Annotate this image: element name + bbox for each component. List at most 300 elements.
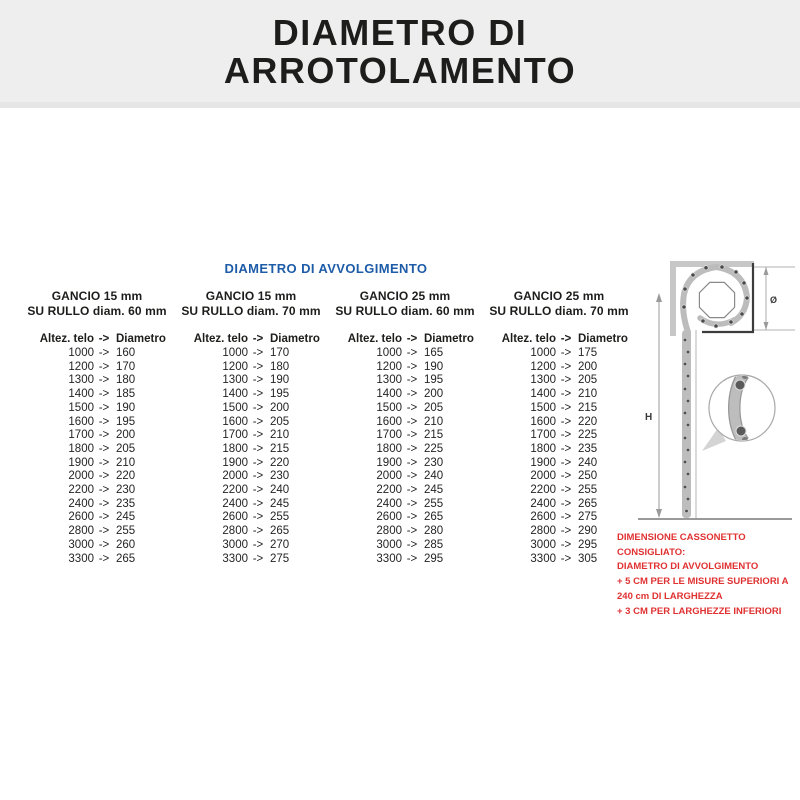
cell-arrow: ->: [560, 525, 572, 538]
height-dimension: [645, 293, 662, 518]
cell-altezza: 1400: [68, 388, 94, 401]
cell-altezza: 2800: [530, 525, 556, 538]
cell-altezza: 1900: [222, 456, 248, 469]
col-header-arrow: ->: [252, 333, 264, 345]
table-row: [330, 402, 480, 416]
table-row: [484, 443, 634, 457]
cell-arrow: ->: [406, 525, 418, 538]
cell-diametro: 210: [116, 456, 136, 469]
cell-arrow: ->: [406, 456, 418, 469]
cell-altezza: 2400: [530, 497, 556, 510]
cell-altezza: 1300: [68, 374, 94, 387]
table-subtitle: SU RULLO diam. 60 mm: [335, 304, 475, 318]
cell-altezza: 3000: [376, 538, 402, 551]
cell-altezza: 2600: [376, 511, 402, 524]
cell-altezza: 1400: [222, 388, 248, 401]
cell-diametro: 235: [116, 497, 136, 510]
shutter-diagram: [632, 252, 800, 530]
cell-altezza: 1700: [376, 429, 402, 442]
cell-diametro: 210: [578, 388, 598, 401]
col-header-diametro: Diametro: [578, 333, 628, 345]
table-title: GANCIO 15 mm: [205, 289, 297, 303]
cell-arrow: ->: [98, 347, 110, 359]
table-row: [22, 511, 172, 525]
cell-altezza: 2600: [68, 511, 94, 524]
cell-altezza: 2600: [530, 511, 556, 524]
cell-arrow: ->: [560, 497, 572, 510]
cell-arrow: ->: [98, 497, 110, 510]
cell-arrow: ->: [98, 442, 110, 455]
cell-arrow: ->: [406, 360, 418, 373]
cassonetto-note: [617, 531, 800, 619]
cell-arrow: ->: [560, 442, 572, 455]
cell-arrow: ->: [406, 497, 418, 510]
table-row: [484, 498, 634, 512]
cell-diametro: 255: [424, 497, 444, 510]
cell-altezza: 3300: [222, 552, 248, 565]
cell-diametro: 260: [116, 538, 136, 551]
table-row: [176, 498, 326, 512]
cell-arrow: ->: [98, 456, 110, 469]
table-body: [330, 347, 480, 566]
table-row: [484, 416, 634, 430]
page-title: [0, 0, 800, 90]
cell-diametro: 275: [578, 511, 598, 524]
cell-arrow: ->: [560, 484, 572, 497]
cell-altezza: 1500: [222, 401, 248, 414]
table-row: [176, 388, 326, 402]
note-line: DIMENSIONE CASSONETTO: [617, 532, 746, 543]
cell-altezza: 2200: [376, 484, 402, 497]
cell-altezza: 2200: [68, 484, 94, 497]
cell-diametro: 245: [270, 497, 290, 510]
cell-arrow: ->: [560, 429, 572, 442]
table-subtitle: SU RULLO diam. 60 mm: [27, 304, 167, 318]
cell-diametro: 195: [270, 388, 290, 401]
table-row: [330, 470, 480, 484]
table-row: [330, 429, 480, 443]
cell-diametro: 270: [270, 538, 290, 551]
table-column-headers: [22, 332, 172, 346]
cell-arrow: ->: [98, 374, 110, 387]
table-row: [330, 374, 480, 388]
cell-diametro: 250: [578, 470, 598, 483]
cell-diametro: 295: [424, 552, 444, 565]
page-header-band: [0, 0, 800, 108]
cell-arrow: ->: [252, 360, 264, 373]
table-row: [484, 457, 634, 471]
cell-arrow: ->: [252, 347, 264, 359]
cell-arrow: ->: [98, 552, 110, 565]
cell-diametro: 255: [270, 511, 290, 524]
table-row: [484, 429, 634, 443]
cell-diametro: 245: [424, 484, 444, 497]
cell-diametro: 220: [578, 415, 598, 428]
cell-arrow: ->: [560, 388, 572, 401]
cell-diametro: 280: [424, 525, 444, 538]
cell-arrow: ->: [252, 456, 264, 469]
cell-diametro: 240: [424, 470, 444, 483]
cell-arrow: ->: [560, 456, 572, 469]
cell-altezza: 2800: [68, 525, 94, 538]
cell-diametro: 305: [578, 552, 598, 565]
height-dimension-label: H: [645, 412, 653, 423]
cell-diametro: 210: [270, 429, 290, 442]
cell-altezza: 1200: [376, 360, 402, 373]
cell-diametro: 230: [424, 456, 444, 469]
octagonal-roller: [699, 282, 734, 317]
cell-arrow: ->: [252, 497, 264, 510]
col-header-diametro: Diametro: [424, 333, 474, 345]
cell-diametro: 265: [270, 525, 290, 538]
cell-diametro: 240: [270, 484, 290, 497]
cell-altezza: 1600: [222, 415, 248, 428]
cell-arrow: ->: [406, 415, 418, 428]
col-header-altezza: Altez. telo: [39, 333, 94, 345]
cell-arrow: ->: [406, 401, 418, 414]
cell-arrow: ->: [98, 360, 110, 373]
cell-arrow: ->: [560, 552, 572, 565]
table-row: [330, 443, 480, 457]
table-row: [176, 553, 326, 567]
cell-diametro: 190: [424, 360, 444, 373]
cell-diametro: 165: [424, 347, 444, 359]
cell-diametro: 170: [270, 347, 290, 359]
table-gancio15-rullo60: [22, 289, 172, 566]
table-row: [330, 511, 480, 525]
cell-altezza: 1700: [68, 429, 94, 442]
cell-arrow: ->: [252, 388, 264, 401]
cell-diametro: 215: [270, 442, 290, 455]
table-row: [176, 429, 326, 443]
slat-detail-magnifier: [702, 373, 775, 451]
col-header-altezza: Altez. telo: [193, 333, 248, 345]
cell-arrow: ->: [98, 484, 110, 497]
shutter-roll-drawing: [632, 252, 800, 530]
cell-altezza: 1000: [376, 347, 402, 359]
cell-diametro: 195: [424, 374, 444, 387]
cell-altezza: 2400: [68, 497, 94, 510]
table-row: [176, 347, 326, 361]
table-row: [484, 553, 634, 567]
cell-altezza: 2400: [222, 497, 248, 510]
cell-diametro: 205: [424, 401, 444, 414]
table-row: [484, 361, 634, 375]
cell-arrow: ->: [252, 415, 264, 428]
cell-arrow: ->: [560, 511, 572, 524]
cell-diametro: 265: [116, 552, 136, 565]
cell-arrow: ->: [252, 470, 264, 483]
table-row: [330, 416, 480, 430]
cell-diametro: 235: [578, 442, 598, 455]
table-body: [176, 347, 326, 566]
cell-altezza: 1800: [68, 442, 94, 455]
cell-altezza: 1000: [68, 347, 94, 359]
col-header-diametro: Diametro: [116, 333, 166, 345]
cell-diametro: 220: [116, 470, 136, 483]
cell-altezza: 1900: [68, 456, 94, 469]
cell-altezza: 2200: [222, 484, 248, 497]
cell-arrow: ->: [406, 374, 418, 387]
cell-diametro: 295: [578, 538, 598, 551]
cell-arrow: ->: [406, 538, 418, 551]
col-header-diametro: Diametro: [270, 333, 320, 345]
diameter-dimension-label: Ø: [770, 295, 778, 305]
table-row: [176, 525, 326, 539]
note-line: CONSIGLIATO:: [617, 546, 686, 558]
cell-altezza: 1600: [68, 415, 94, 428]
table-row: [22, 402, 172, 416]
table-row: [330, 498, 480, 512]
cell-arrow: ->: [252, 442, 264, 455]
cell-altezza: 1700: [530, 429, 556, 442]
cell-diametro: 180: [270, 360, 290, 373]
cell-diametro: 195: [116, 415, 136, 428]
cell-arrow: ->: [406, 429, 418, 442]
cell-diametro: 215: [424, 429, 444, 442]
cell-altezza: 3000: [222, 538, 248, 551]
cell-arrow: ->: [98, 401, 110, 414]
cell-arrow: ->: [560, 415, 572, 428]
cell-altezza: 2000: [376, 470, 402, 483]
table-row: [330, 457, 480, 471]
cell-altezza: 1300: [530, 374, 556, 387]
cell-altezza: 1300: [222, 374, 248, 387]
cell-arrow: ->: [98, 388, 110, 401]
cell-arrow: ->: [406, 388, 418, 401]
table-row: [22, 361, 172, 375]
cell-altezza: 2400: [376, 497, 402, 510]
cell-diametro: 190: [270, 374, 290, 387]
table-row: [176, 539, 326, 553]
cell-arrow: ->: [252, 484, 264, 497]
col-header-arrow: ->: [560, 333, 572, 345]
cell-arrow: ->: [406, 511, 418, 524]
table-row: [484, 539, 634, 553]
cell-altezza: 1900: [530, 456, 556, 469]
table-row: [176, 511, 326, 525]
cell-altezza: 1300: [376, 374, 402, 387]
cell-diametro: 230: [116, 484, 136, 497]
table-gancio25-rullo60: [330, 289, 480, 566]
cell-diametro: 290: [578, 525, 598, 538]
cell-altezza: 2000: [530, 470, 556, 483]
section-subtitle: DIAMETRO DI AVVOLGIMENTO: [224, 261, 428, 276]
table-row: [330, 361, 480, 375]
table-row: [22, 416, 172, 430]
note-line: + 3 CM PER LARGHEZZE INFERIORI: [617, 605, 782, 617]
cell-diametro: 215: [578, 401, 598, 414]
cell-diametro: 255: [578, 484, 598, 497]
table-row: [22, 539, 172, 553]
table-row: [484, 347, 634, 361]
table-row: [22, 429, 172, 443]
table-row: [330, 553, 480, 567]
cell-arrow: ->: [252, 511, 264, 524]
cell-arrow: ->: [252, 374, 264, 387]
cell-arrow: ->: [98, 415, 110, 428]
cell-altezza: 1700: [222, 429, 248, 442]
cell-altezza: 3300: [530, 552, 556, 565]
table-row: [176, 457, 326, 471]
cell-diametro: 285: [424, 538, 444, 551]
cell-altezza: 1800: [530, 442, 556, 455]
cell-arrow: ->: [98, 511, 110, 524]
table-column-headers: [330, 332, 480, 346]
cell-arrow: ->: [560, 360, 572, 373]
table-row: [330, 539, 480, 553]
table-row: [22, 498, 172, 512]
cell-arrow: ->: [406, 552, 418, 565]
cell-diametro: 255: [116, 525, 136, 538]
cell-altezza: 1500: [68, 401, 94, 414]
cell-arrow: ->: [98, 470, 110, 483]
table-row: [176, 402, 326, 416]
table-row: [22, 553, 172, 567]
cell-altezza: 3300: [68, 552, 94, 565]
cell-altezza: 2800: [376, 525, 402, 538]
cell-diametro: 180: [116, 374, 136, 387]
table-gancio15-rullo70: [176, 289, 326, 566]
table-row: [22, 443, 172, 457]
table-row: [330, 525, 480, 539]
table-row: [484, 511, 634, 525]
cell-altezza: 1000: [530, 347, 556, 359]
table-row: [22, 470, 172, 484]
table-title: GANCIO 25 mm: [359, 289, 451, 303]
cell-altezza: 1900: [376, 456, 402, 469]
table-row: [330, 388, 480, 402]
table-gancio25-rullo70: [484, 289, 634, 566]
col-header-arrow: ->: [98, 333, 110, 345]
cell-arrow: ->: [252, 525, 264, 538]
table-subtitle: SU RULLO diam. 70 mm: [489, 304, 629, 318]
cell-diametro: 275: [270, 552, 290, 565]
note-line: 240 cm DI LARGHEZZA: [617, 590, 723, 602]
table-row: [330, 484, 480, 498]
cell-arrow: ->: [98, 525, 110, 538]
cell-altezza: 2600: [222, 511, 248, 524]
cell-altezza: 1600: [530, 415, 556, 428]
cell-altezza: 1200: [222, 360, 248, 373]
table-body: [22, 347, 172, 566]
col-header-arrow: ->: [406, 333, 418, 345]
cell-diametro: 200: [270, 401, 290, 414]
table-row: [22, 388, 172, 402]
table-row: [176, 443, 326, 457]
col-header-altezza: Altez. telo: [347, 333, 402, 345]
cell-diametro: 205: [270, 415, 290, 428]
cell-diametro: 170: [116, 360, 136, 373]
table-row: [176, 416, 326, 430]
cell-diametro: 225: [424, 442, 444, 455]
cell-altezza: 1600: [376, 415, 402, 428]
cell-arrow: ->: [406, 470, 418, 483]
table-row: [176, 361, 326, 375]
cell-diametro: 265: [424, 511, 444, 524]
cell-altezza: 3000: [530, 538, 556, 551]
table-row: [484, 388, 634, 402]
table-column-headers: [484, 332, 634, 346]
cell-diametro: 200: [116, 429, 136, 442]
cell-diametro: 175: [578, 347, 598, 359]
table-row: [484, 402, 634, 416]
table-row: [22, 347, 172, 361]
cell-diametro: 240: [578, 456, 598, 469]
table-row: [22, 457, 172, 471]
cell-altezza: 1800: [222, 442, 248, 455]
cell-altezza: 1200: [68, 360, 94, 373]
cell-diametro: 265: [578, 497, 598, 510]
cell-altezza: 1500: [530, 401, 556, 414]
table-title: GANCIO 15 mm: [51, 289, 143, 303]
cell-altezza: 2200: [530, 484, 556, 497]
shutter-curtain: [682, 330, 696, 518]
cell-altezza: 2800: [222, 525, 248, 538]
cell-arrow: ->: [406, 484, 418, 497]
table-row: [22, 484, 172, 498]
cell-arrow: ->: [252, 401, 264, 414]
cell-diametro: 205: [578, 374, 598, 387]
cell-altezza: 3300: [376, 552, 402, 565]
cell-altezza: 1200: [530, 360, 556, 373]
cell-altezza: 2000: [68, 470, 94, 483]
cell-diametro: 230: [270, 470, 290, 483]
table-row: [484, 525, 634, 539]
table-row: [484, 374, 634, 388]
cell-altezza: 2000: [222, 470, 248, 483]
cell-diametro: 200: [578, 360, 598, 373]
table-row: [330, 347, 480, 361]
table-body: [484, 347, 634, 566]
cell-altezza: 3000: [68, 538, 94, 551]
table-column-headers: [176, 332, 326, 346]
note-line: + 5 CM PER LE MISURE SUPERIORI A: [617, 576, 789, 588]
tables-row: [22, 289, 634, 566]
table-row: [22, 525, 172, 539]
table-row: [176, 470, 326, 484]
cell-arrow: ->: [252, 552, 264, 565]
table-row: [22, 374, 172, 388]
cell-arrow: ->: [560, 374, 572, 387]
cell-diametro: 185: [116, 388, 136, 401]
table-row: [484, 484, 634, 498]
col-header-altezza: Altez. telo: [501, 333, 556, 345]
cell-diametro: 160: [116, 347, 136, 359]
cell-arrow: ->: [98, 538, 110, 551]
table-row: [176, 484, 326, 498]
table-row: [176, 374, 326, 388]
cell-arrow: ->: [560, 470, 572, 483]
cell-diametro: 205: [116, 442, 136, 455]
cell-altezza: 1400: [530, 388, 556, 401]
cell-altezza: 1800: [376, 442, 402, 455]
cell-arrow: ->: [560, 347, 572, 359]
note-line: DIAMETRO DI AVVOLGIMENTO: [617, 561, 759, 573]
cell-arrow: ->: [98, 429, 110, 442]
cell-diametro: 210: [424, 415, 444, 428]
shutter-coil: [682, 265, 749, 332]
table-subtitle: SU RULLO diam. 70 mm: [181, 304, 321, 318]
page-title-line2: ARROTOLAMENTO: [223, 50, 577, 91]
cell-diametro: 190: [116, 401, 136, 414]
cell-arrow: ->: [406, 347, 418, 359]
cell-arrow: ->: [252, 429, 264, 442]
cell-altezza: 1500: [376, 401, 402, 414]
cell-diametro: 245: [116, 511, 136, 524]
diameter-dimension: [754, 267, 795, 330]
cell-diametro: 200: [424, 388, 444, 401]
